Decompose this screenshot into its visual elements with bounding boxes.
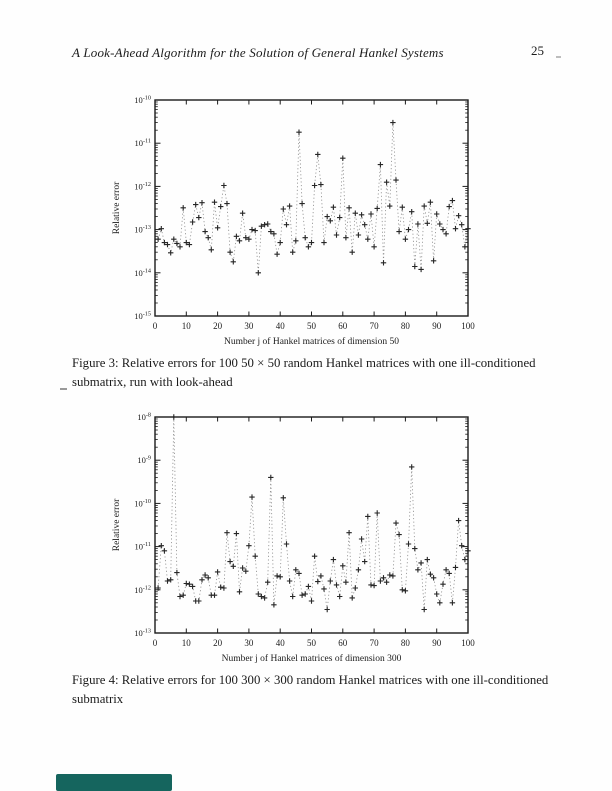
data-point-marker [181,205,186,210]
data-point-marker [443,231,448,236]
data-point-marker [224,201,229,206]
data-point-marker [318,573,323,578]
data-point-marker [390,120,395,125]
page-number: 25 [531,43,544,58]
data-point-marker [384,180,389,185]
data-point-marker [196,215,201,220]
data-point-marker [284,222,289,227]
data-point-marker [400,205,405,210]
x-tick-label: 60 [338,321,348,331]
data-point-marker [227,250,232,255]
data-point-marker [159,226,164,231]
y-tick-label: $10^{-13}$ [134,627,151,638]
data-point-marker [368,582,373,587]
data-point-marker [450,198,455,203]
axis-box [155,100,468,316]
data-point-marker [209,247,214,252]
x-tick-label: 100 [461,321,475,331]
data-point-marker [375,206,380,211]
data-point-marker [368,211,373,216]
data-point-marker [328,578,333,583]
data-point-marker [328,218,333,223]
x-tick-label: 30 [244,321,254,331]
data-point-marker [337,594,342,599]
data-point-marker [447,204,452,209]
data-point-marker [412,546,417,551]
data-point-marker [168,250,173,255]
data-point-marker [371,583,376,588]
data-point-marker [422,203,427,208]
figure4-caption [72,671,558,708]
data-point-marker [362,222,367,227]
data-point-marker [403,588,408,593]
data-point-marker [393,177,398,182]
data-point-marker [237,589,242,594]
data-point-marker [218,585,223,590]
data-point-marker [231,564,236,569]
data-point-marker [353,585,358,590]
data-point-marker [331,557,336,562]
data-point-marker [265,580,270,585]
data-point-marker [190,219,195,224]
y-tick-label: $10^{-10}$ [134,497,151,509]
data-point-marker [362,559,367,564]
data-point-marker [253,228,258,233]
x-tick-label: 20 [213,638,223,648]
data-point-marker [406,227,411,232]
data-point-marker [462,244,467,249]
data-point-marker [371,244,376,249]
data-point-marker [321,240,326,245]
data-point-marker [331,205,336,210]
data-point-marker [206,235,211,240]
data-point-marker [181,593,186,598]
data-point-marker [396,229,401,234]
data-point-marker [290,250,295,255]
data-point-marker [415,221,420,226]
data-point-marker [393,520,398,525]
data-point-marker [196,598,201,603]
data-point-marker [350,250,355,255]
data-point-marker [281,495,286,500]
x-tick-label: 10 [181,638,191,648]
data-point-marker [409,209,414,214]
figure3-caption-line1: Figure 3: Relative errors for 100 50 × 50 random Hankel matrices with one ill-conditioned [72,356,536,370]
data-point-marker [400,587,405,592]
data-point-marker [268,475,273,480]
x-tick-label: 20 [213,321,223,331]
data-point-marker [237,238,242,243]
data-point-marker [218,204,223,209]
data-point-marker [202,229,207,234]
data-point-marker [428,200,433,205]
x-tick-label: 70 [369,321,379,331]
data-point-marker [221,585,226,590]
data-point-marker [334,582,339,587]
data-point-marker [284,541,289,546]
x-tick-label: 50 [307,638,316,648]
data-point-marker [177,244,182,249]
data-point-marker [353,211,358,216]
x-tick-label: 10 [181,321,191,331]
data-point-marker [425,221,430,226]
data-point-marker [159,543,164,548]
data-point-marker [312,554,317,559]
data-point-marker [440,227,445,232]
figure3-chart [85,87,505,365]
scan-artifact-dot [556,56,561,58]
data-point-marker [462,557,467,562]
data-point-marker [318,182,323,187]
data-point-marker [390,573,395,578]
data-point-marker [381,575,386,580]
x-tick-label: 90 [432,638,442,648]
data-point-marker [325,214,330,219]
y-tick-label: $10^{-8}$ [137,411,151,422]
data-point-marker [231,259,236,264]
y-tick-label: $10^{-15}$ [134,310,151,321]
data-point-marker [434,211,439,216]
data-point-marker [299,201,304,206]
data-point-marker [396,532,401,537]
data-point-marker [340,563,345,568]
data-point-marker [456,518,461,523]
data-point-marker [199,200,204,205]
data-point-marker [337,215,342,220]
data-point-marker [387,572,392,577]
data-point-marker [456,213,461,218]
data-point-marker [265,221,270,226]
data-point-marker [440,582,445,587]
data-point-marker [356,232,361,237]
data-point-marker [184,581,189,586]
running-header: A Look-Ahead Algorithm for the Solution of General Hankel Systems [72,45,444,60]
data-point-marker [359,212,364,217]
data-point-marker [299,593,304,598]
data-point-marker [378,162,383,167]
data-point-marker [425,557,430,562]
y-axis-title: Relative error [112,498,122,552]
x-tick-label: 0 [152,321,158,331]
data-point-marker [165,578,170,583]
figure4-caption-line1: Figure 4: Relative errors for 100 300 × 300 random Hankel matrices with one ill-conditioned [72,673,549,687]
x-tick-label: 70 [369,638,379,648]
data-point-marker [287,203,292,208]
data-point-marker [403,237,408,242]
data-point-marker [431,258,436,263]
data-point-marker [312,183,317,188]
data-point-marker [246,543,251,548]
data-point-marker [387,203,392,208]
data-point-marker [274,573,279,578]
data-point-marker [274,252,279,257]
x-axis-title: Number j of Hankel matrices of dimension 50 [224,337,399,347]
data-point-marker [212,593,217,598]
data-point-marker [174,570,179,575]
data-point-marker [212,200,217,205]
data-point-marker [315,579,320,584]
data-point-marker [343,580,348,585]
data-point-marker [221,183,226,188]
y-tick-label: $10^{-14}$ [134,267,151,278]
data-point-marker [278,240,283,245]
y-tick-label: $10^{-10}$ [134,94,151,105]
data-point-marker [343,235,348,240]
data-point-marker [437,221,442,226]
figure4-caption-line2: submatrix [72,691,124,706]
x-tick-label: 40 [275,321,285,331]
x-tick-label: 100 [461,638,475,648]
data-point-marker [437,600,442,605]
data-point-marker [365,237,370,242]
data-point-marker [253,554,258,559]
data-point-marker [315,152,320,157]
data-point-marker [234,234,239,239]
data-point-marker [422,607,427,612]
data-point-marker [346,530,351,535]
scan-artifact-dash [60,388,67,390]
data-point-marker [418,267,423,272]
data-point-marker [356,567,361,572]
data-point-marker [202,572,207,577]
y-tick-label: $10^{-13}$ [134,224,151,235]
data-point-marker [193,202,198,207]
data-point-marker [365,514,370,519]
y-tick-label: $10^{-11}$ [134,137,151,149]
data-point-marker [199,577,204,582]
data-point-marker [271,602,276,607]
y-tick-label: $10^{-12}$ [134,584,151,595]
data-point-marker [406,541,411,546]
y-tick-label: $10^{-11}$ [134,541,151,552]
data-point-marker [281,206,286,211]
data-point-marker [296,130,301,135]
data-point-marker [340,156,345,161]
data-point-marker [240,211,245,216]
data-point-marker [168,577,173,582]
data-point-marker [453,226,458,231]
data-point-marker [287,578,292,583]
data-point-marker [224,530,229,535]
data-point-marker [418,560,423,565]
data-point-marker [155,237,160,242]
data-point-marker [459,543,464,548]
data-point-marker [278,574,283,579]
x-axis-title: Number j of Hankel matrices of dimension 300 [221,654,402,664]
footer-bar [56,774,172,791]
figure4-chart [85,404,505,682]
x-tick-label: 40 [275,638,285,648]
data-point-marker [162,548,167,553]
data-point-marker [415,567,420,572]
data-point-marker [450,600,455,605]
x-tick-label: 90 [432,321,442,331]
data-point-marker [453,565,458,570]
x-tick-label: 80 [400,321,410,331]
data-point-marker [303,235,308,240]
data-point-marker [325,607,330,612]
data-point-marker [381,260,386,265]
data-point-marker [334,232,339,237]
data-point-marker [321,586,326,591]
data-point-marker [359,536,364,541]
data-point-marker [350,595,355,600]
data-point-marker [177,594,182,599]
data-point-marker [306,584,311,589]
data-point-marker [249,227,254,232]
x-tick-label: 50 [307,321,316,331]
data-polyline [158,417,468,610]
y-axis-title: Relative error [112,181,122,235]
data-point-marker [290,594,295,599]
data-point-marker [459,222,464,227]
x-tick-label: 60 [338,638,348,648]
data-point-marker [375,510,380,515]
data-polyline [158,123,468,273]
y-tick-label: $10^{-9}$ [137,454,151,466]
data-point-marker [215,569,220,574]
figure3-caption-line2: submatrix, run with look-ahead [72,374,233,389]
data-point-marker [346,205,351,210]
data-point-marker [293,238,298,243]
y-tick-label: $10^{-12}$ [134,180,151,192]
data-point-marker [215,225,220,230]
x-tick-label: 0 [152,638,158,648]
data-point-marker [434,591,439,596]
data-point-marker [309,598,314,603]
figure3-caption [72,354,558,391]
data-point-marker [412,264,417,269]
data-point-marker [249,494,254,499]
data-point-marker [227,559,232,564]
data-point-marker [303,591,308,596]
data-point-marker [384,580,389,585]
data-point-marker [409,464,414,469]
data-point-marker [234,531,239,536]
x-tick-label: 30 [244,638,254,648]
data-point-marker [256,270,261,275]
x-tick-label: 80 [400,638,410,648]
